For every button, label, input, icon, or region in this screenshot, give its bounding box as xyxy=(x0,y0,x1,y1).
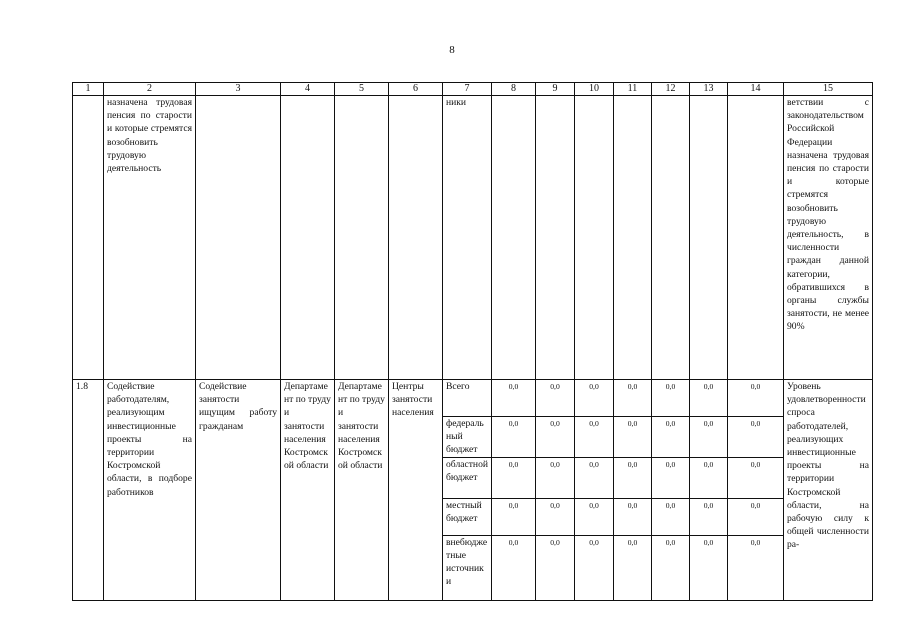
cell-task xyxy=(196,96,281,380)
cell-value: 0,0 xyxy=(690,417,728,458)
cell-value: 0,0 xyxy=(536,498,575,535)
cell-participant xyxy=(389,96,443,380)
cell-value: 0,0 xyxy=(575,417,614,458)
column-header: 6 xyxy=(389,83,443,96)
cell-value: 0,0 xyxy=(690,380,728,417)
cell-value: 0,0 xyxy=(536,457,575,498)
cell-value: 0,0 xyxy=(575,457,614,498)
column-header: 11 xyxy=(614,83,652,96)
page-number: 8 xyxy=(449,44,455,56)
cell-value: 0,0 xyxy=(690,498,728,535)
cell-value xyxy=(575,96,614,380)
column-header: 15 xyxy=(784,83,873,96)
cell-value: 0,0 xyxy=(728,498,784,535)
cell-value: 0,0 xyxy=(728,535,784,600)
cell-value: 0,0 xyxy=(614,380,652,417)
cell-funding-source: ники xyxy=(443,96,492,380)
cell-value xyxy=(614,96,652,380)
cell-funding-source: федеральный бюджет xyxy=(443,417,492,458)
column-header-row xyxy=(73,83,873,96)
cell-funding-source: областной бюджет xyxy=(443,457,492,498)
cell-value: 0,0 xyxy=(652,498,690,535)
cell-activity: назначена трудовая пенсия по старости и которые стремятся возобновить трудовую деятельность xyxy=(104,96,196,380)
column-header: 2 xyxy=(104,83,196,96)
cell-funding-source: Всего xyxy=(443,380,492,417)
column-header: 8 xyxy=(492,83,536,96)
cell-task: Содействие занятости ищущим работу гражданам xyxy=(196,380,281,601)
program-table xyxy=(72,82,873,601)
cell-value xyxy=(728,96,784,380)
cell-value: 0,0 xyxy=(652,457,690,498)
column-header: 9 xyxy=(536,83,575,96)
cell-value: 0,0 xyxy=(690,535,728,600)
column-header: 13 xyxy=(690,83,728,96)
cell-activity: Содействие работодателям, реализующим инвестиционные проекты на территории Костромской области, в подборе работников xyxy=(104,380,196,601)
cell-value: 0,0 xyxy=(652,417,690,458)
cell-value: 0,0 xyxy=(614,457,652,498)
column-header: 14 xyxy=(728,83,784,96)
column-header: 7 xyxy=(443,83,492,96)
cell-coexecutor: Департамент по труду и занятости населения Костромской области xyxy=(335,380,389,601)
table-row-1-8 xyxy=(73,380,873,417)
cell-value: 0,0 xyxy=(536,417,575,458)
cell-value: 0,0 xyxy=(652,535,690,600)
cell-value xyxy=(652,96,690,380)
cell-indicator: ветствии с законодательством Российской Федерации назначена трудовая пенсия по старости и которые стремятся возобновить трудовую деятельность, в численности граждан данной категории, обратившихся в органы службы занятости, не менее 90% xyxy=(784,96,873,380)
cell-coexecutor xyxy=(335,96,389,380)
cell-number xyxy=(73,96,104,380)
cell-value: 0,0 xyxy=(536,380,575,417)
cell-value: 0,0 xyxy=(614,417,652,458)
cell-value: 0,0 xyxy=(575,498,614,535)
cell-value: 0,0 xyxy=(652,380,690,417)
cell-value: 0,0 xyxy=(492,417,536,458)
table-row-continuation xyxy=(73,96,873,380)
cell-value: 0,0 xyxy=(728,417,784,458)
column-header: 5 xyxy=(335,83,389,96)
cell-number: 1.8 xyxy=(73,380,104,601)
cell-value: 0,0 xyxy=(492,498,536,535)
cell-responsible: Департамент по труду и занятости населения Костромской области xyxy=(281,380,335,601)
cell-value: 0,0 xyxy=(492,535,536,600)
cell-responsible xyxy=(281,96,335,380)
cell-value: 0,0 xyxy=(575,380,614,417)
cell-value: 0,0 xyxy=(575,535,614,600)
cell-value: 0,0 xyxy=(614,498,652,535)
cell-value: 0,0 xyxy=(614,535,652,600)
cell-value: 0,0 xyxy=(492,457,536,498)
column-header: 3 xyxy=(196,83,281,96)
column-header: 10 xyxy=(575,83,614,96)
column-header: 1 xyxy=(73,83,104,96)
cell-funding-source: местный бюджет xyxy=(443,498,492,535)
column-header: 4 xyxy=(281,83,335,96)
cell-value xyxy=(536,96,575,380)
cell-funding-source: внебюджетные источники xyxy=(443,535,492,600)
column-header: 12 xyxy=(652,83,690,96)
cell-value: 0,0 xyxy=(492,380,536,417)
cell-value: 0,0 xyxy=(690,457,728,498)
cell-indicator: Уровень удовлетворенности спроса работодателей, реализующих инвестиционные проекты на территории Костромской области, на рабочую силу к общей численности ра- xyxy=(784,380,873,601)
cell-value xyxy=(492,96,536,380)
cell-participant: Центры занятости населения xyxy=(389,380,443,601)
cell-value xyxy=(690,96,728,380)
cell-value: 0,0 xyxy=(728,380,784,417)
cell-value: 0,0 xyxy=(536,535,575,600)
cell-value: 0,0 xyxy=(728,457,784,498)
